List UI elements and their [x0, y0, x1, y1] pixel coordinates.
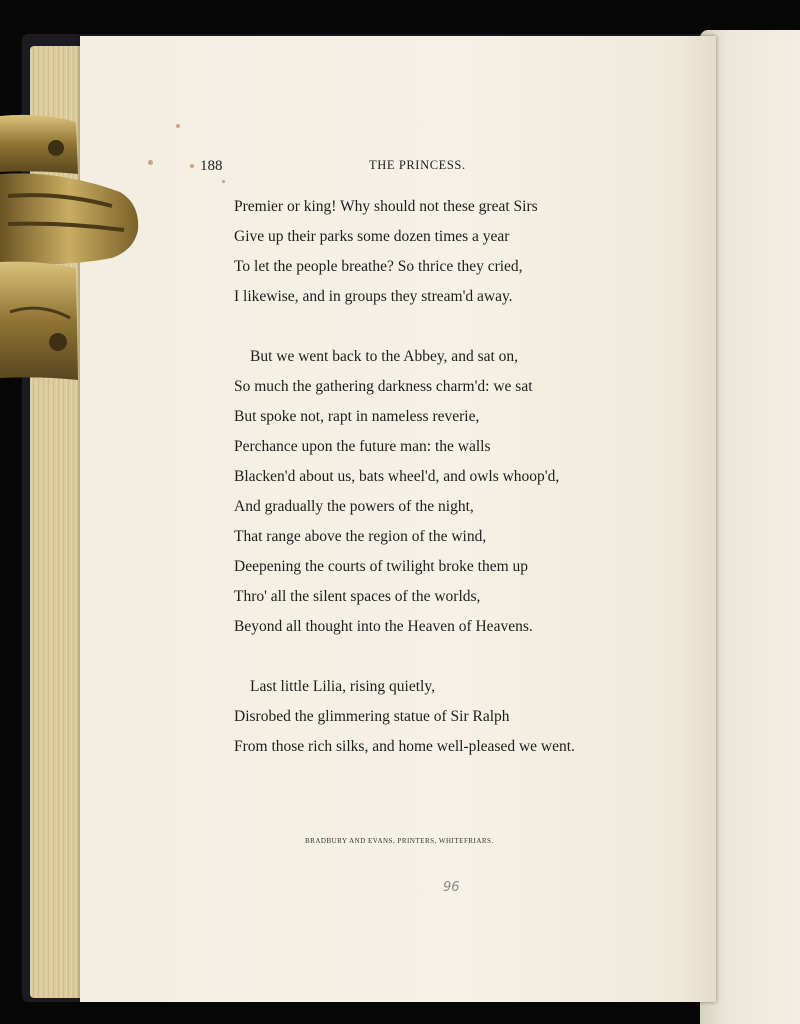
verse-line: To let the people breathe? So thrice they cried,: [234, 258, 523, 275]
verse-line: Last little Lilia, rising quietly,: [250, 678, 435, 695]
verse-line: So much the gathering darkness charm'd: we sat: [234, 378, 533, 395]
verse-line: Thro' all the silent spaces of the worlds,: [234, 588, 481, 605]
printer-imprint: BRADBURY AND EVANS, PRINTERS, WHITEFRIARS.: [305, 837, 494, 845]
running-title: THE PRINCESS.: [369, 158, 466, 172]
foxing-spot: [190, 164, 194, 168]
foxing-spot: [148, 160, 153, 165]
verse-body: [234, 192, 654, 792]
foxing-spot: [222, 180, 225, 183]
verse-line: I likewise, and in groups they stream'd away.: [234, 288, 513, 305]
verse-line: That range above the region of the wind,: [234, 528, 487, 545]
pencil-note: 96: [443, 880, 460, 895]
verse-line: Beyond all thought into the Heaven of Heavens.: [234, 618, 533, 635]
stanza: [234, 342, 654, 642]
verse-line: Perchance upon the future man: the walls: [234, 438, 491, 455]
verse-line: Give up their parks some dozen times a year: [234, 228, 510, 245]
page-number: 188: [200, 158, 223, 174]
foxing-spot: [176, 124, 180, 128]
verse-line: Premier or king! Why should not these great Sirs: [234, 198, 538, 215]
verse-line: But spoke not, rapt in nameless reverie,: [234, 408, 480, 425]
verse-line: But we went back to the Abbey, and sat on,: [250, 348, 519, 365]
verse-line: Deepening the courts of twilight broke them up: [234, 558, 529, 575]
stanza: [234, 192, 654, 312]
verse-line: Blacken'd about us, bats wheel'd, and owls whoop'd,: [234, 468, 560, 485]
brass-clip-icon: [0, 112, 142, 384]
stanza: [234, 672, 654, 762]
verse-line: And gradually the powers of the night,: [234, 498, 474, 515]
verse-line: From those rich silks, and home well-pleased we went.: [234, 738, 575, 755]
verse-line: Disrobed the glimmering statue of Sir Ralph: [234, 708, 510, 725]
